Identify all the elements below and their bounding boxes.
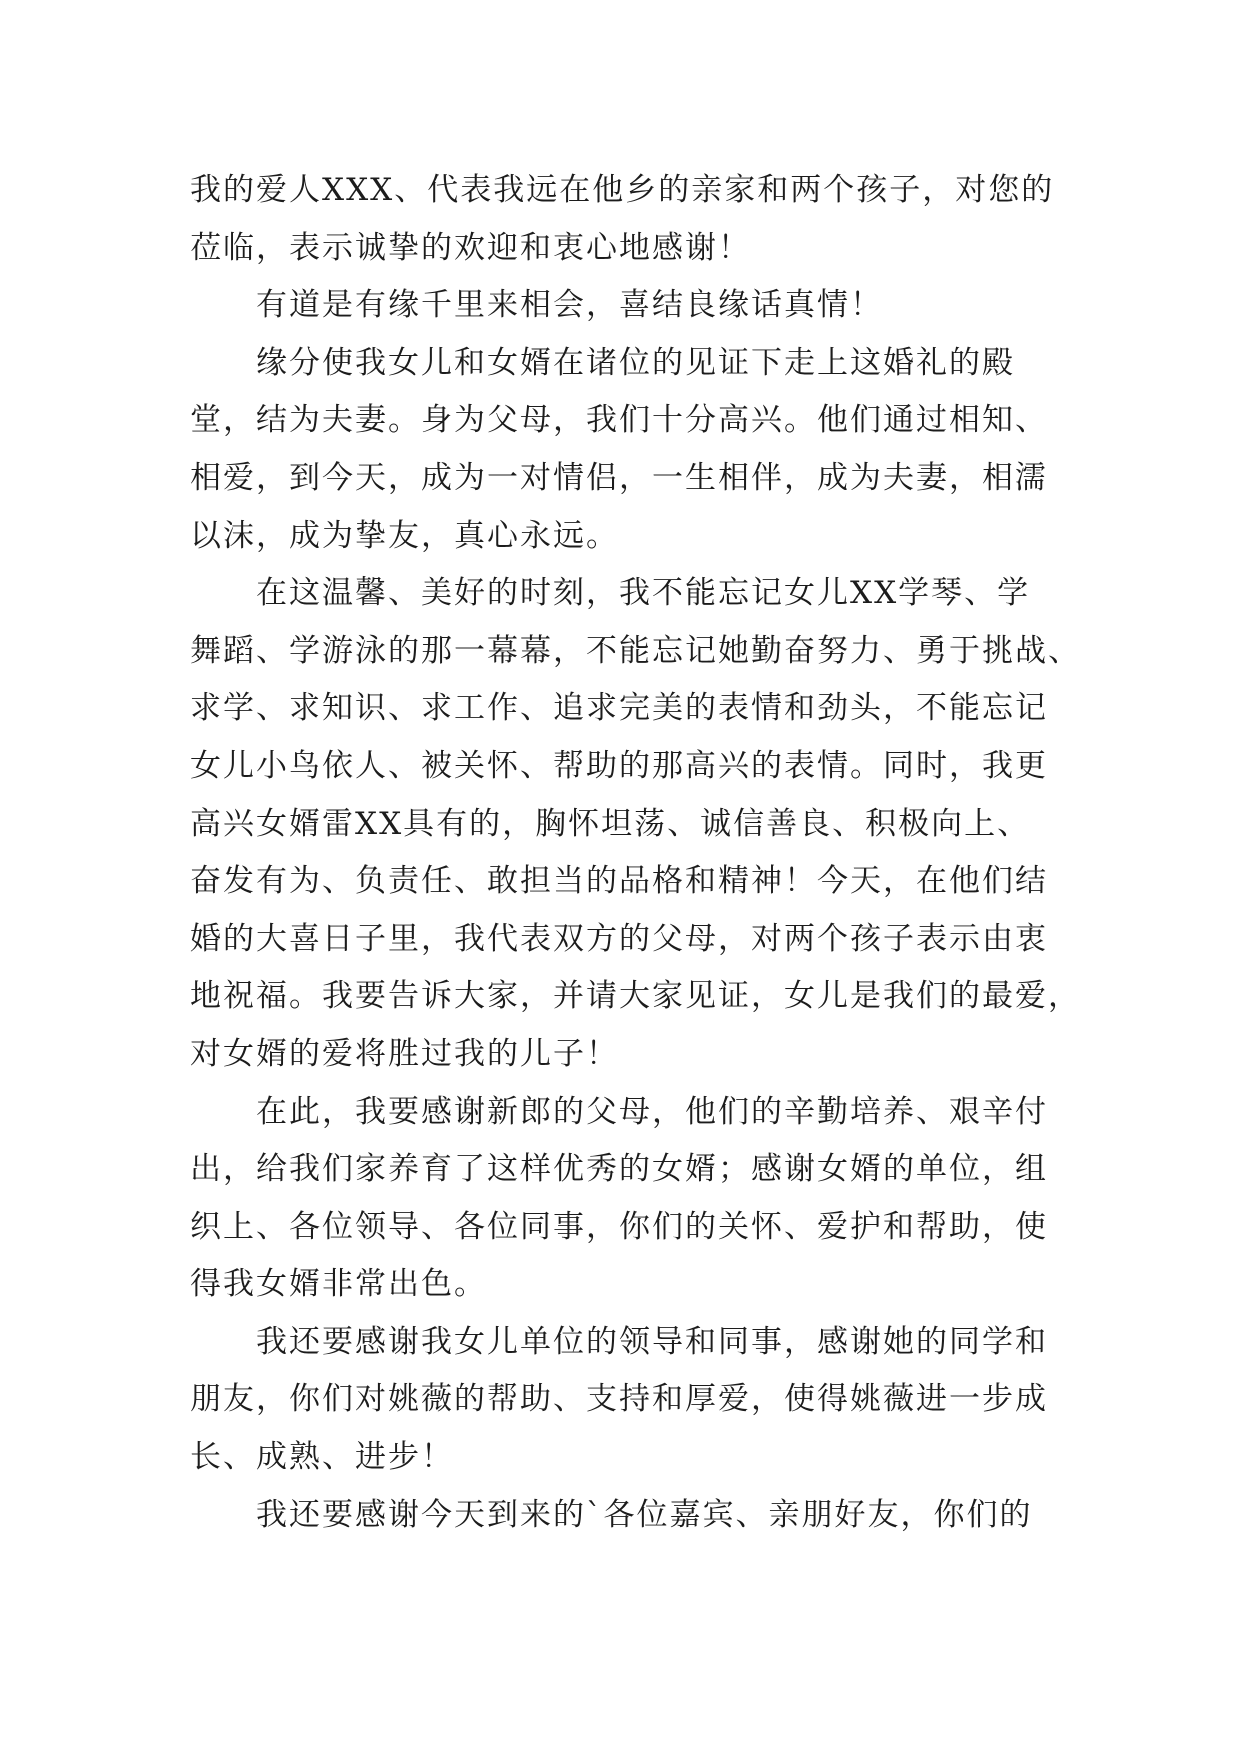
text-line: 舞蹈、学游泳的那一幕幕，不能忘记她勤奋努力、勇于挑战、 <box>190 632 1081 669</box>
text-line: 织上、各位领导、各位同事，你们的关怀、爱护和帮助，使 <box>190 1208 1048 1245</box>
text-line: 出，给我们家养育了这样优秀的女婿；感谢女婿的单位，组 <box>190 1151 1048 1188</box>
text-line: 我还要感谢今天到来的`各位嘉宾、亲朋好友，你们的 <box>256 1496 1033 1533</box>
text-line: 在此，我要感谢新郎的父母，他们的辛勤培养、艰辛付 <box>256 1093 1048 1130</box>
text-line: 高兴女婿雷XX具有的，胸怀坦荡、诚信善良、积极向上、 <box>190 805 1031 842</box>
text-line: 缘分使我女儿和女婿在诸位的见证下走上这婚礼的殿 <box>256 344 1015 381</box>
text-line: 婚的大喜日子里，我代表双方的父母，对两个孩子表示由衷 <box>190 920 1048 957</box>
text-line: 对女婿的爱将胜过我的儿子！ <box>190 1035 619 1072</box>
text-line: 我的爱人XXX、代表我远在他乡的亲家和两个孩子，对您的 <box>190 172 1055 208</box>
text-line: 朋友，你们对姚薇的帮助、支持和厚爱，使得姚薇进一步成 <box>190 1381 1048 1418</box>
document-body <box>190 162 1081 1544</box>
text-line: 女儿小鸟依人、被关怀、帮助的那高兴的表情。同时，我更 <box>190 747 1048 784</box>
text-line: 以沫，成为挚友，真心永远。 <box>190 517 619 554</box>
text-line: 有道是有缘千里来相会，喜结良缘话真情！ <box>256 287 883 324</box>
text-line: 地祝福。我要告诉大家，并请大家见证，女儿是我们的最爱， <box>190 978 1081 1015</box>
text-line: 莅临，表示诚挚的欢迎和衷心地感谢！ <box>190 229 751 266</box>
text-line: 相爱，到今天，成为一对情侣，一生相伴，成为夫妻，相濡 <box>190 459 1048 496</box>
text-line: 在这温馨、美好的时刻，我不能忘记女儿XX学琴、学 <box>256 575 1031 612</box>
text-line: 求学、求知识、求工作、追求完美的表情和劲头，不能忘记 <box>190 690 1048 727</box>
text-line: 堂，结为夫妻。身为父母，我们十分高兴。他们通过相知、 <box>190 402 1048 439</box>
text-line: 我还要感谢我女儿单位的领导和同事，感谢她的同学和 <box>256 1323 1048 1360</box>
text-line: 奋发有为、负责任、敢担当的品格和精神！今天，在他们结 <box>190 863 1048 900</box>
text-line: 长、成熟、进步！ <box>190 1439 454 1476</box>
text-line: 得我女婿非常出色。 <box>190 1266 487 1303</box>
